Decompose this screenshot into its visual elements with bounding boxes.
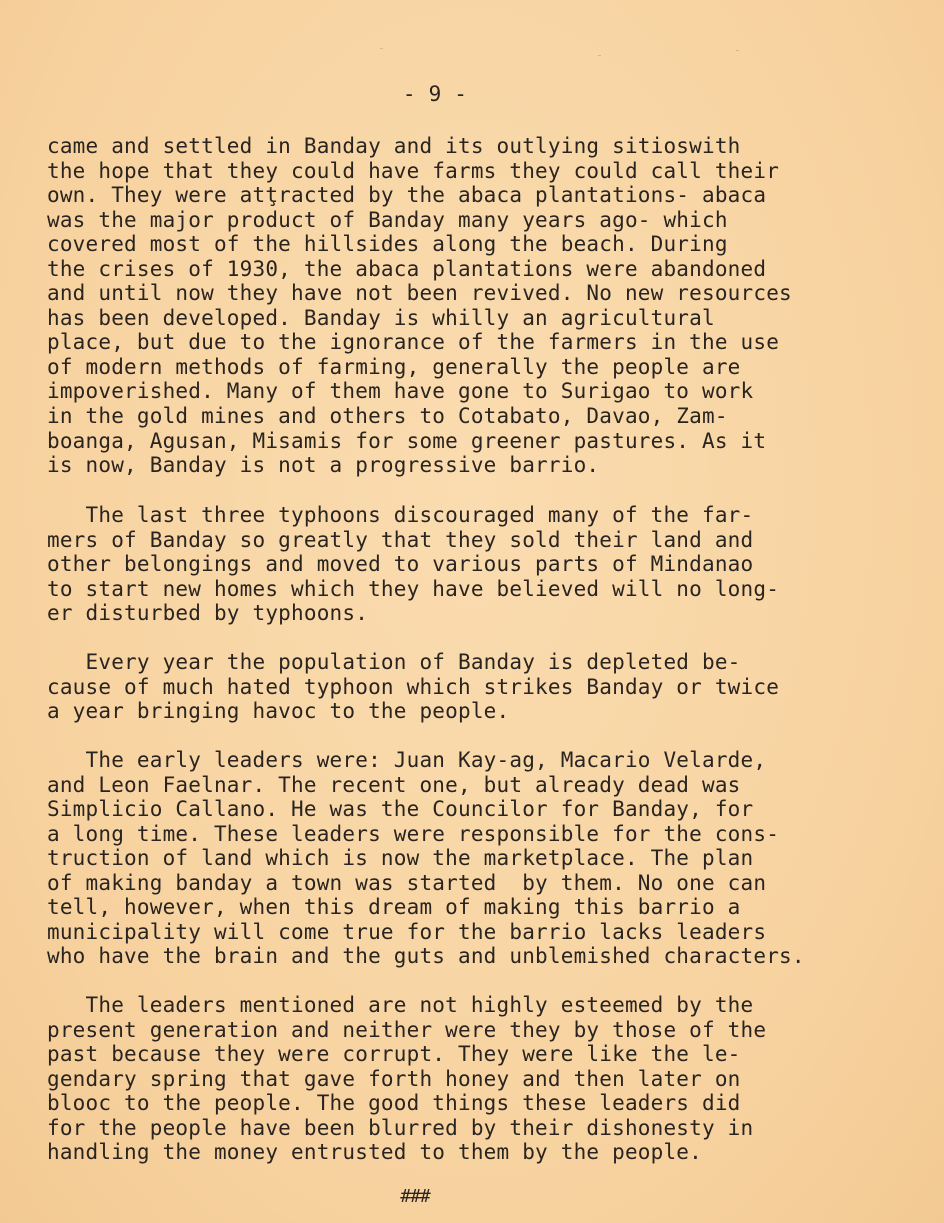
text-line: er disturbed by typhoons. xyxy=(47,601,369,626)
text-line: present generation and neither were they by those of the xyxy=(47,1017,767,1042)
paper-speck xyxy=(380,48,383,49)
text-line: the hope that they could have farms they could call their xyxy=(47,158,780,183)
text-line: in the gold mines and others to Cotabato, Davao, Zam- xyxy=(47,404,728,429)
text-line: to start new homes which they have believed will no long- xyxy=(47,576,780,601)
text-line: who have the brain and the guts and unblemished characters. xyxy=(47,944,805,969)
paper-speck xyxy=(736,50,739,51)
text-line: a long time. These leaders were responsible for the cons- xyxy=(47,821,780,846)
end-of-document-mark: ### xyxy=(400,1186,430,1207)
text-line: blooc to the people. The good things these leaders did xyxy=(47,1091,741,1116)
text-line: tell, however, when this dream of making this barrio a xyxy=(47,895,741,920)
text-line: gendary spring that gave forth honey and then later on xyxy=(47,1066,741,1091)
text-line: past because they were corrupt. They were like the le- xyxy=(47,1042,741,1067)
text-line: The leaders mentioned are not highly esteemed by the xyxy=(47,993,754,1017)
text-line: mers of Banday so greatly that they sold their land and xyxy=(47,527,754,552)
text-line: is now, Banday is not a progressive barrio. xyxy=(47,453,600,478)
text-line: came and settled in Banday and its outlying sitioswith xyxy=(47,134,741,158)
text-line: boanga, Agusan, Misamis for some greener pastures. As it xyxy=(47,428,767,453)
paragraph-4 xyxy=(47,748,907,969)
text-line: place, but due to the ignorance of the farmers in the use xyxy=(47,330,780,355)
text-line: a year bringing havoc to the people. xyxy=(47,699,510,724)
text-line: Simplicio Callano. He was the Councilor for Banday, for xyxy=(47,797,754,822)
text-line: cause of much hated typhoon which strikes Banday or twice xyxy=(47,674,780,699)
text-line: The early leaders were: Juan Kay-ag, Macario Velarde, xyxy=(47,748,767,772)
paper-speck xyxy=(598,55,601,56)
text-line: and until now they have not been revived. No new resources xyxy=(47,281,792,306)
paragraph-1 xyxy=(47,134,907,478)
text-line: truction of land which is now the marketplace. The plan xyxy=(47,846,754,871)
text-line: other belongings and moved to various parts of Mindanao xyxy=(47,552,754,577)
paragraph-5 xyxy=(47,993,907,1165)
text-line: Every year the population of Banday is depleted be- xyxy=(47,650,741,674)
text-line: impoverished. Many of them have gone to Surigao to work xyxy=(47,379,754,404)
paragraph-3 xyxy=(47,650,907,724)
text-line: and Leon Faelnar. The recent one, but already dead was xyxy=(47,772,741,797)
text-line: handling the money entrusted to them by the people. xyxy=(47,1140,702,1165)
text-line: was the major product of Banday many years ago- which xyxy=(47,207,728,232)
text-line: has been developed. Banday is whilly an agricultural xyxy=(47,305,715,330)
text-line: The last three typhoons discouraged many of the far- xyxy=(47,503,754,527)
text-line: covered most of the hillsides along the beach. During xyxy=(47,232,728,257)
text-line: of making banday a town was started by them. No one can xyxy=(47,870,767,895)
text-line: the crises of 1930, the abaca plantations were abandoned xyxy=(47,256,767,281)
text-line: municipality will come true for the barrio lacks leaders xyxy=(47,919,767,944)
text-line: for the people have been blurred by their dishonesty in xyxy=(47,1115,754,1140)
text-line: own. They were atţracted by the abaca plantations- abaca xyxy=(47,183,767,208)
page-number: - 9 - xyxy=(402,82,468,106)
paragraph-2 xyxy=(47,503,907,626)
text-line: of modern methods of farming, generally the people are xyxy=(47,354,741,379)
